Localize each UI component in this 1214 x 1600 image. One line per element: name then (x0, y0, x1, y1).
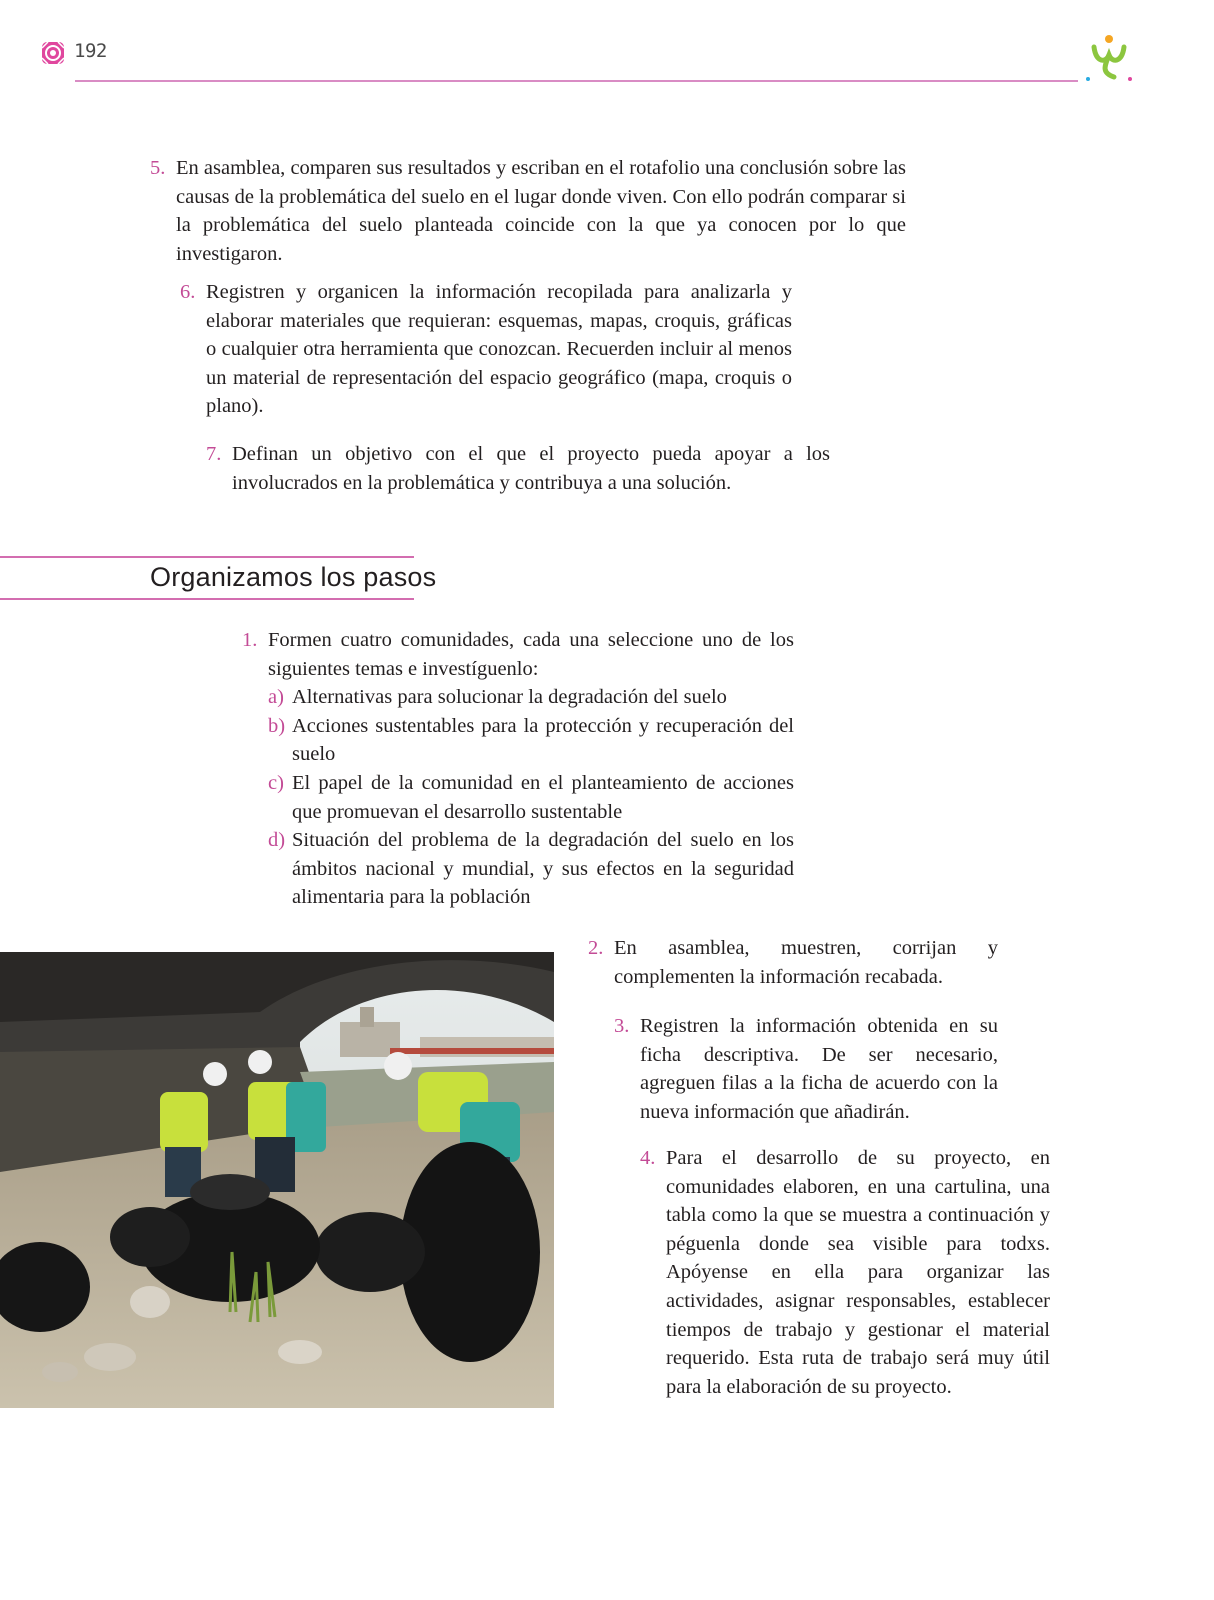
cleanup-photo (0, 952, 554, 1408)
list-item-7 (206, 440, 830, 497)
sub-letter: b) (268, 714, 286, 737)
section-rule-top (0, 556, 414, 558)
page-number: 192 (74, 40, 107, 62)
step-number: 1. (242, 629, 258, 651)
step-text: Para el desarrollo de su proyecto, en comunidades elaboren, en una cartulina, una tabla como la que se muestra a continuación y péguenla donde sea visible para todxs. Apóyense en ella para organizar las actividades, asignar responsables, establecer tiempos de trabajo y gestionar el material requerido. Esta ruta de trabajo será muy útil para la elaboración de su proyecto. (666, 1147, 1050, 1398)
flower-ornament-icon (40, 40, 66, 66)
sub-item-d (268, 826, 794, 912)
sub-letter: a) (268, 686, 284, 709)
sub-list (242, 683, 794, 912)
header-rule (75, 80, 1078, 82)
item-number: 7. (206, 443, 222, 465)
sub-letter: d) (268, 829, 286, 852)
step-number: 3. (614, 1015, 630, 1037)
list-item-6 (180, 278, 792, 421)
item-text: Definan un objetivo con el que el proyecto pueda apoyar a los involucrados en la problemática y contribuya a una solución. (232, 443, 830, 494)
step-text: Formen cuatro comunidades, cada una seleccione uno de los siguientes temas e investíguenlo: (268, 629, 794, 680)
step-text: Registren la información obtenida en su ficha descriptiva. De ser necesario, agreguen filas a la ficha de acuerdo con la nueva información que añadirán. (640, 1015, 998, 1123)
step-3 (614, 1012, 998, 1126)
step-number: 2. (588, 937, 604, 959)
section-title: Organizamos los pasos (150, 562, 437, 592)
sub-text: Acciones sustentables para la protección y recuperación del suelo (292, 714, 794, 766)
item-text: Registren y organicen la información recopilada para analizarla y elaborar materiales que requieran: esquemas, mapas, croquis, gráficas o cualquier otra herramienta que conozcan. Recuerden incluir al menos un material de representación del espacio geográfico (mapa, croquis o plano). (206, 281, 792, 418)
sub-text: Situación del problema de la degradación del suelo en los ámbitos nacional y mundial, y sus efectos en la seguridad alimentaria para la población (292, 829, 794, 909)
item-text: En asamblea, comparen sus resultados y escriban en el rotafolio una conclusión sobre las causas de la problemática del suelo en el lugar donde viven. Con ello podrán comparar si la problemática del suelo planteada coincide con la que ya conocen por lo que investigaron. (176, 157, 906, 265)
step-2 (588, 934, 998, 991)
item-number: 5. (150, 157, 166, 179)
sub-item-c (268, 769, 794, 826)
brand-figure-icon (1084, 33, 1134, 85)
step-number: 4. (640, 1147, 656, 1169)
sub-item-a (268, 683, 794, 712)
section-rule-bottom (0, 598, 414, 600)
list-item-5 (150, 154, 906, 268)
step-4 (640, 1144, 1050, 1401)
sub-text: El papel de la comunidad en el planteamiento de acciones que promuevan el desarrollo sustentable (292, 771, 794, 823)
step-text: En asamblea, muestren, corrijan y complementen la información recabada. (614, 937, 998, 988)
sub-item-b (268, 712, 794, 769)
sub-letter: c) (268, 771, 284, 794)
item-number: 6. (180, 281, 196, 303)
step-1 (242, 626, 794, 912)
sub-text: Alternativas para solucionar la degradación del suelo (292, 686, 727, 709)
